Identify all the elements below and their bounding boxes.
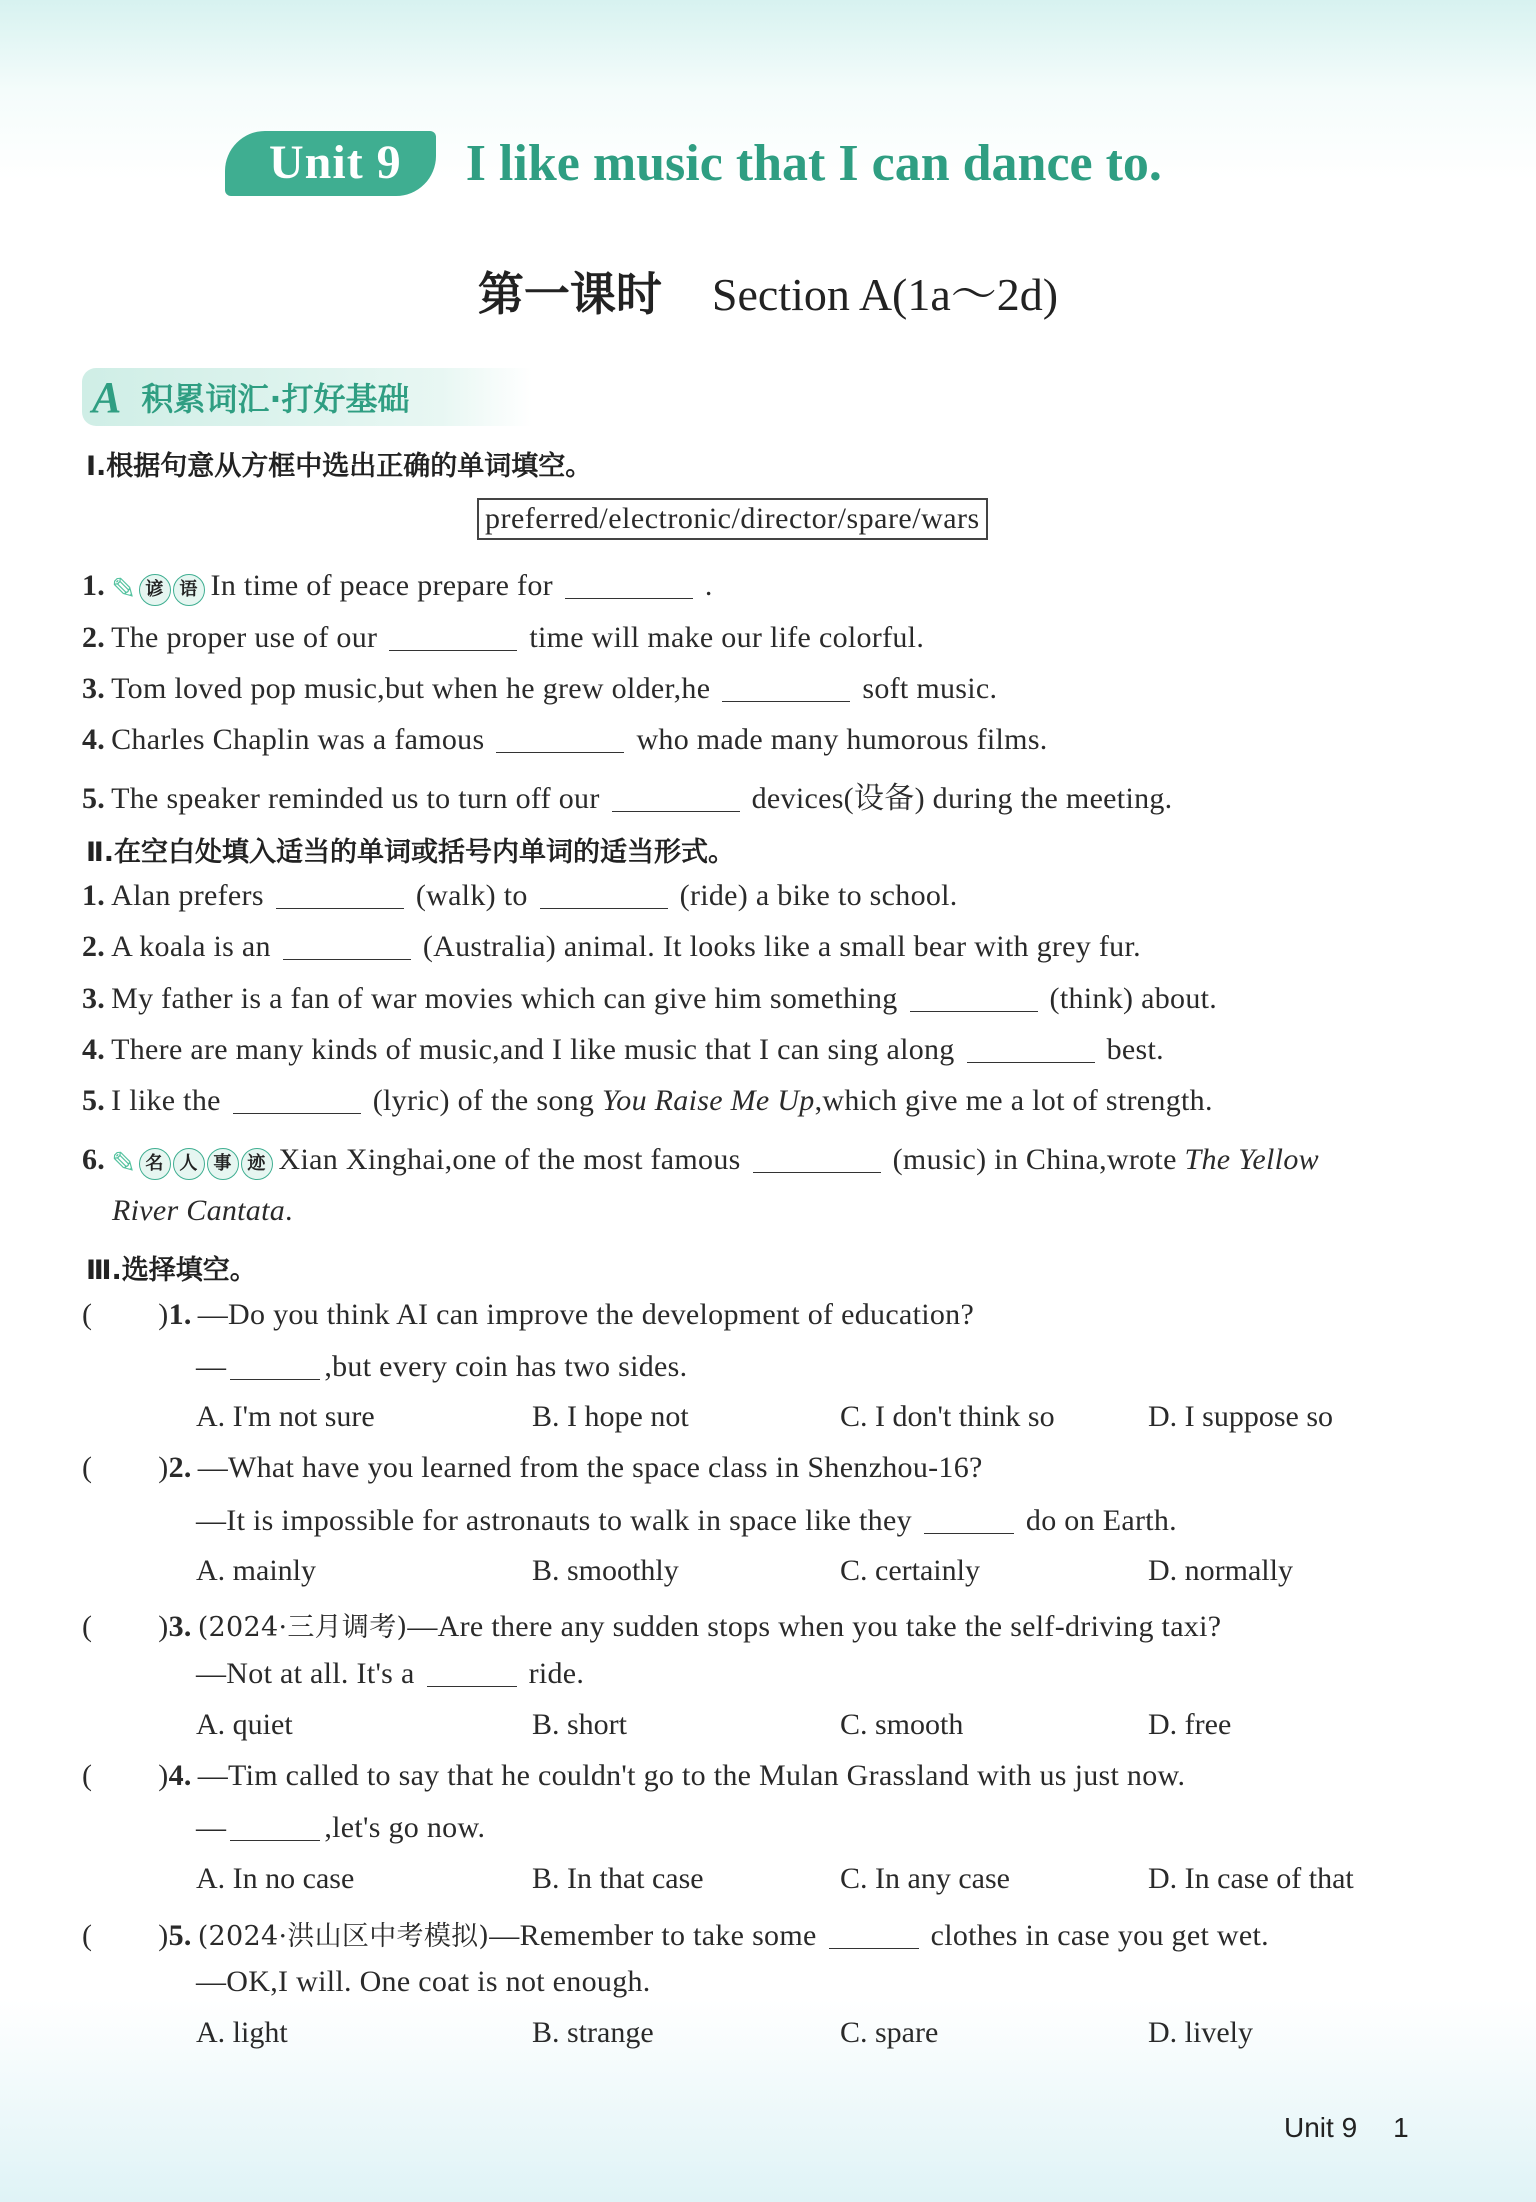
song-title: You Raise Me Up (602, 1084, 815, 1117)
item-number: 1. (168, 1298, 192, 1331)
question-source: (2024·洪山区中考模拟) (197, 1921, 490, 1952)
part2-item-2 (82, 929, 1141, 964)
famous-deeds-tag (111, 1146, 274, 1181)
choice-q2-response (196, 1503, 1177, 1538)
unit-badge: Unit 9 (225, 131, 436, 196)
response-text: ,let's go now. (324, 1811, 486, 1844)
work-title: River Cantata (112, 1194, 286, 1227)
part1-item-3 (82, 671, 997, 706)
item-number: 3. (82, 672, 106, 705)
answer-blank[interactable] (230, 1810, 320, 1841)
part2-item-4 (82, 1032, 1164, 1067)
option-b[interactable]: B. I hope not (532, 1400, 689, 1433)
answer-paren-open: ( (82, 1919, 93, 1952)
option-a[interactable]: A. light (196, 2016, 288, 2049)
answer-blank[interactable] (389, 620, 517, 651)
choice-q2 (82, 1451, 983, 1485)
answer-blank[interactable] (283, 929, 411, 960)
item-number: 2. (168, 1451, 192, 1484)
item-number: 4. (82, 723, 106, 756)
response-text: — (196, 1350, 227, 1383)
question-text: —Are there any sudden stops when you take the self-driving taxi? (407, 1610, 1222, 1643)
answer-blank[interactable] (565, 568, 693, 599)
answer-paren-close: ) (158, 1610, 169, 1643)
item-text: . (285, 1194, 293, 1227)
item-text: (ride) a bike to school. (679, 879, 958, 912)
pen-icon: ✎ (111, 573, 137, 606)
unit-title: I like music that I can dance to. (465, 134, 1162, 192)
response-text: ride. (528, 1657, 585, 1690)
item-number: 1. (82, 569, 106, 602)
choice-q3 (82, 1605, 1221, 1644)
response-text: do on Earth. (1025, 1504, 1177, 1537)
option-b[interactable]: B. short (532, 1708, 628, 1741)
item-text: I like the (111, 1084, 221, 1117)
option-c[interactable]: C. spare (840, 2016, 939, 2049)
answer-blank[interactable] (427, 1656, 517, 1687)
response-text: ,but every coin has two sides. (324, 1350, 688, 1383)
item-text: (lyric) of the song (372, 1084, 595, 1117)
option-a[interactable]: A. quiet (196, 1708, 293, 1741)
pen-icon: ✎ (111, 1147, 137, 1180)
option-d[interactable]: D. normally (1148, 1554, 1293, 1587)
option-d[interactable]: D. In case of that (1148, 1862, 1354, 1895)
item-number: 6. (82, 1143, 106, 1176)
option-d[interactable]: D. lively (1148, 2016, 1253, 2049)
question-text: —Do you think AI can improve the development of education? (197, 1298, 975, 1331)
answer-blank[interactable] (230, 1349, 320, 1380)
answer-blank[interactable] (967, 1032, 1095, 1063)
option-a[interactable]: A. mainly (196, 1554, 316, 1587)
answer-blank[interactable] (722, 671, 850, 702)
item-text: Xian Xinghai,one of the most famous (278, 1143, 741, 1176)
choice-q5 (82, 1914, 1269, 1953)
item-number: 3. (82, 982, 106, 1015)
option-c[interactable]: C. I don't think so (840, 1400, 1055, 1433)
part2-heading: Ⅱ.在空白处填入适当的单词或括号内单词的适当形式。 (86, 837, 736, 868)
response-text: — (196, 1811, 227, 1844)
part1-item-2 (82, 620, 924, 655)
item-text: best. (1106, 1033, 1164, 1066)
part1-item-1 (82, 568, 713, 607)
item-number: 4. (168, 1759, 192, 1792)
answer-paren-open: ( (82, 1610, 93, 1643)
choice-q5-response (196, 1965, 651, 1999)
answer-blank[interactable] (612, 781, 740, 812)
option-c[interactable]: C. smooth (840, 1708, 964, 1741)
item-text: (think) about. (1049, 982, 1218, 1015)
page-number: 1 (1393, 2112, 1409, 2143)
tag-char: 谚 (139, 574, 171, 606)
part2-item-6-cont (112, 1194, 293, 1228)
item-text: ,which give me a lot of strength. (814, 1084, 1213, 1117)
proverb-tag (111, 572, 206, 607)
item-text: A koala is an (111, 930, 271, 963)
question-text: —Remember to take some (489, 1919, 817, 1952)
choice-q4 (82, 1759, 1185, 1793)
item-text: time will make our life colorful. (529, 621, 925, 654)
item-text: My father is a fan of war movies which can give him something (111, 982, 898, 1015)
answer-blank[interactable] (753, 1142, 881, 1173)
item-text: (Australia) animal. It looks like a small bear with grey fur. (422, 930, 1141, 963)
work-title: The Yellow (1184, 1143, 1319, 1176)
part1-item-4 (82, 722, 1048, 757)
part2-item-5 (82, 1083, 1213, 1118)
option-d[interactable]: D. free (1148, 1708, 1232, 1741)
part1-heading: Ⅰ.根据句意从方框中选出正确的单词填空。 (86, 451, 593, 482)
option-c[interactable]: C. In any case (840, 1862, 1010, 1895)
item-number: 1. (82, 879, 106, 912)
question-text: —Tim called to say that he couldn't go to the Mulan Grassland with us just now. (197, 1759, 1186, 1792)
answer-blank[interactable] (910, 981, 1038, 1012)
lesson-title-cn: 第一课时 (477, 267, 662, 321)
item-text: Alan prefers (111, 879, 264, 912)
lesson-title-en: Section A(1a～2d) (711, 269, 1059, 320)
answer-paren-open: ( (82, 1451, 93, 1484)
choice-q1-response (196, 1349, 687, 1384)
part2-item-1 (82, 878, 958, 913)
answer-blank[interactable] (233, 1083, 361, 1114)
item-text: In time of peace prepare for (210, 569, 553, 602)
item-text: (walk) to (415, 879, 528, 912)
option-c[interactable]: C. certainly (840, 1554, 980, 1587)
answer-blank[interactable] (276, 878, 404, 909)
response-text: —It is impossible for astronauts to walk in space like they (196, 1504, 912, 1537)
tag-char: 名 (139, 1148, 171, 1180)
section-banner (82, 368, 532, 426)
item-number: 2. (82, 930, 106, 963)
word-box: preferred/electronic/director/spare/wars (477, 498, 988, 540)
choice-q4-response (196, 1810, 485, 1845)
tag-char: 事 (207, 1148, 239, 1180)
choice-q3-response (196, 1656, 584, 1691)
answer-paren-close: ) (158, 1451, 169, 1484)
response-text: —Not at all. It's a (196, 1657, 415, 1690)
item-number: 5. (82, 782, 106, 815)
question-text: clothes in case you get wet. (930, 1919, 1269, 1952)
option-b[interactable]: B. In that case (532, 1862, 704, 1895)
section-letter: A (92, 372, 122, 422)
page-footer (1284, 2112, 1409, 2144)
item-text: . (704, 569, 713, 602)
unit-title-row (225, 126, 1162, 200)
tag-char: 语 (173, 574, 205, 606)
part1-item-5 (82, 773, 1172, 817)
answer-paren-open: ( (82, 1759, 93, 1792)
response-text: —OK,I will. One coat is not enough. (196, 1965, 651, 1998)
choice-q1 (82, 1298, 974, 1332)
item-text: (music) in China,wrote (892, 1143, 1177, 1176)
item-text: Tom loved pop music,but when he grew older,he (111, 672, 711, 705)
item-text: devices(设备) during the meeting. (751, 782, 1173, 815)
option-a[interactable]: A. I'm not sure (196, 1400, 375, 1433)
item-text: who made many humorous films. (636, 723, 1048, 756)
answer-paren-open: ( (82, 1298, 93, 1331)
answer-blank[interactable] (829, 1918, 919, 1949)
lesson-title (0, 258, 1536, 324)
item-text: The speaker reminded us to turn off our (111, 782, 600, 815)
item-text: The proper use of our (111, 621, 378, 654)
item-text: Charles Chaplin was a famous (111, 723, 485, 756)
item-number: 5. (168, 1919, 192, 1952)
option-a[interactable]: A. In no case (196, 1862, 355, 1895)
item-text: soft music. (862, 672, 998, 705)
part2-item-6 (82, 1142, 1319, 1181)
item-number: 2. (82, 621, 106, 654)
option-d[interactable]: D. I suppose so (1148, 1400, 1333, 1433)
answer-blank[interactable] (924, 1503, 1014, 1534)
answer-paren-close: ) (158, 1298, 169, 1331)
answer-paren-close: ) (158, 1919, 169, 1952)
option-b[interactable]: B. strange (532, 2016, 654, 2049)
part3-heading: Ⅲ.选择填空。 (86, 1255, 257, 1286)
footer-unit: Unit 9 (1284, 2112, 1358, 2143)
part2-item-3 (82, 981, 1217, 1016)
option-b[interactable]: B. smoothly (532, 1554, 679, 1587)
answer-paren-close: ) (158, 1759, 169, 1792)
question-source: (2024·三月调考) (197, 1612, 408, 1643)
section-name: 积累词汇·打好基础 (141, 380, 410, 418)
tag-char: 人 (173, 1148, 205, 1180)
item-number: 5. (82, 1084, 106, 1117)
item-number: 3. (168, 1610, 192, 1643)
item-text: There are many kinds of music,and I like music that I can sing along (111, 1033, 955, 1066)
answer-blank[interactable] (540, 878, 668, 909)
question-text: —What have you learned from the space class in Shenzhou-16? (197, 1451, 983, 1484)
item-number: 4. (82, 1033, 106, 1066)
tag-char: 迹 (241, 1148, 273, 1180)
answer-blank[interactable] (496, 722, 624, 753)
